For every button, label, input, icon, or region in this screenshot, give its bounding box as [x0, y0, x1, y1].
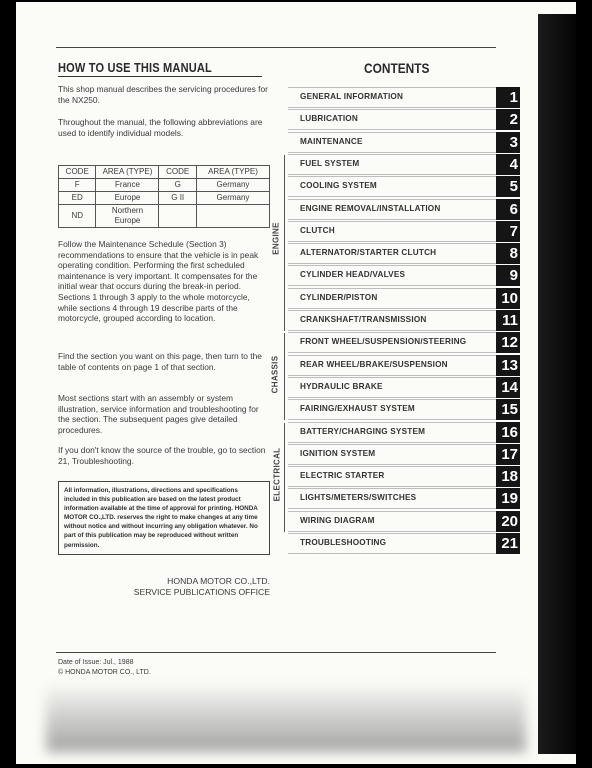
contents-entry-box: [288, 533, 501, 554]
contents-entry[interactable]: [288, 132, 520, 153]
table-cell: F: [59, 179, 96, 192]
contents-entry-box: [288, 154, 501, 175]
section-number-tab[interactable]: 17: [496, 444, 520, 465]
section-number-tab[interactable]: 9: [496, 265, 520, 286]
contents-entry-label: CRANKSHAFT/TRANSMISSION: [300, 315, 427, 324]
contents-entry-label: ELECTRIC STARTER: [300, 471, 385, 481]
contents-entry[interactable]: [288, 87, 520, 108]
table-header: AREA (TYPE): [196, 166, 269, 179]
section-number-tab[interactable]: 20: [496, 511, 520, 532]
contents-entry[interactable]: [288, 221, 520, 242]
contents-entry-box: [288, 511, 501, 532]
contents-entry[interactable]: [288, 466, 520, 487]
section-number-tab[interactable]: 11: [496, 310, 520, 331]
disclaimer-box: All information, illustrations, directions and specifications included in this publication are based on the latest product information available at the time of approval for printing. HONDA MOTOR CO.,LTD. reserves the right to make changes at any time without notice and without incurring any obligation whatever. No part of this publication may be reproduced without written permission.: [58, 481, 270, 555]
contents-entry-label: REAR WHEEL/BRAKE/SUSPENSION: [300, 359, 448, 369]
intro-paragraph: This shop manual describes the servicing procedures for the NX250.: [58, 84, 268, 105]
copyright: © HONDA MOTOR CO., LTD.: [58, 668, 151, 676]
section-number-tab[interactable]: 5: [496, 176, 520, 197]
contents-entry-label: ALTERNATOR/STARTER CLUTCH: [300, 248, 437, 258]
contents-entry[interactable]: [288, 533, 520, 554]
contents-entry-label: CLUTCH: [300, 225, 335, 235]
contents-entry-label: HYDRAULIC BRAKE: [300, 381, 383, 391]
table-header: CODE: [59, 166, 96, 179]
contents-entry-box: [288, 265, 501, 286]
contents-entry-label: TROUBLESHOOTING: [300, 538, 387, 547]
table-cell: G: [159, 179, 196, 192]
section-number-tab[interactable]: 7: [496, 221, 520, 242]
section-number-tab[interactable]: 16: [496, 422, 520, 443]
contents-entry[interactable]: [288, 154, 520, 175]
contents-entry-box: [288, 199, 501, 220]
contents-entry-label: LIGHTS/METERS/SWITCHES: [300, 493, 417, 503]
contents-entry[interactable]: [288, 288, 520, 309]
contents-entry[interactable]: [288, 310, 520, 331]
contents-entry-box: [288, 288, 501, 309]
publisher-name: HONDA MOTOR CO.,LTD.: [167, 576, 270, 586]
section-number-tab[interactable]: 13: [496, 355, 520, 376]
footer: [58, 658, 151, 677]
manual-page: [16, 2, 576, 764]
contents-entry[interactable]: [288, 176, 520, 197]
contents-entry[interactable]: [288, 399, 520, 420]
contents-entry[interactable]: [288, 377, 520, 398]
section-number-tab[interactable]: 10: [496, 288, 520, 309]
contents-entry-box: [288, 488, 501, 509]
table-cell: Europe: [96, 192, 159, 205]
table-row: [59, 205, 270, 228]
contents-title: CONTENTS: [364, 60, 430, 76]
contents-entry-box: [288, 355, 501, 376]
contents-entry[interactable]: [288, 422, 520, 443]
contents-entry-label: ENGINE REMOVAL/INSTALLATION: [300, 203, 441, 213]
section-number-tab[interactable]: 6: [496, 199, 520, 220]
table-cell: [196, 205, 269, 228]
contents-entry[interactable]: [288, 488, 520, 509]
contents-entry-label: COOLING SYSTEM: [300, 181, 377, 191]
contents-entry-label: CYLINDER HEAD/VALVES: [300, 270, 406, 280]
contents-entry-box: [288, 422, 501, 443]
issue-date: Date of Issue: Jul., 1988: [58, 659, 134, 666]
table-cell: G II: [159, 192, 196, 205]
contents-entry[interactable]: [288, 444, 520, 465]
contents-entry[interactable]: [288, 265, 520, 286]
contents-entry-box: [288, 243, 501, 264]
abbreviation-paragraph: Throughout the manual, the following abbreviations are used to identify individual models.: [58, 117, 263, 138]
contents-entry-label: MAINTENANCE: [300, 136, 363, 146]
contents-entry-box: [288, 399, 501, 420]
section-number-tab[interactable]: 18: [496, 466, 520, 487]
section-number-tab[interactable]: 4: [496, 154, 520, 175]
table-row: [59, 192, 270, 205]
contents-entry-box: [288, 332, 501, 353]
section-number-tab[interactable]: 3: [496, 132, 520, 153]
table-cell: France: [96, 179, 159, 192]
contents-entry[interactable]: [288, 332, 520, 353]
section-structure-paragraph: Most sections start with an assembly or system illustration, service information and troubleshooting for the section. The subsequent pages give detailed procedures.: [58, 393, 259, 435]
section-number-tab[interactable]: 2: [496, 109, 520, 130]
contents-entry-box: [288, 109, 501, 130]
table-cell: Northern Europe: [96, 205, 159, 228]
contents-entry[interactable]: [288, 199, 520, 220]
contents-entry-box: [288, 176, 501, 197]
contents-entry-box: [288, 466, 501, 487]
section-number-tab[interactable]: 1: [496, 87, 520, 108]
contents-entry-label: BATTERY/CHARGING SYSTEM: [300, 426, 426, 436]
contents-entry-label: LUBRICATION: [300, 114, 358, 124]
find-section-paragraph: Find the section you want on this page, then turn to the table of contents on page 1 of that section.: [58, 351, 262, 372]
contents-entry[interactable]: [288, 355, 520, 376]
contents-entry-box: [288, 377, 501, 398]
table-cell: ED: [59, 192, 96, 205]
contents-entry-box: [288, 87, 501, 108]
contents-entry-label: FUEL SYSTEM: [300, 158, 360, 168]
top-rule: [56, 47, 496, 48]
publisher: [58, 576, 270, 598]
publisher-office: SERVICE PUBLICATIONS OFFICE: [133, 587, 270, 597]
contents-entry-label: FRONT WHEEL/SUSPENSION/STEERING: [300, 337, 467, 347]
table-cell: Germany: [196, 192, 269, 205]
contents-entry-label: FAIRING/EXHAUST SYSTEM: [300, 404, 415, 414]
chassis-label: CHASSIS: [270, 355, 280, 394]
maintenance-paragraph: Follow the Maintenance Schedule (Section 3) recommendations to ensure that the vehicle is in peak operating condition. Performing the first scheduled maintenance is very important. It compensates for the initial wear that occurs during the break-in period. Sections 1 through 3 apply to the whole motorcycle, while sections 4 through 19 describe parts of the motorcycle, grouped according to location.: [58, 239, 259, 324]
section-number-tab[interactable]: 21: [496, 533, 520, 554]
scan-shadow: [46, 682, 526, 752]
contents-entry-box: [288, 221, 501, 242]
section-number-tab[interactable]: 12: [496, 332, 520, 353]
page-title: HOW TO USE THIS MANUAL: [58, 60, 262, 77]
contents-entry-label: IGNITION SYSTEM: [300, 448, 376, 458]
contents-entry-box: [288, 444, 501, 465]
section-number-tab[interactable]: 14: [496, 377, 520, 398]
contents-entry-label: CYLINDER/PISTON: [300, 292, 378, 302]
model-code-table: [58, 165, 270, 228]
table-header-row: [59, 166, 270, 179]
contents-entry[interactable]: [288, 511, 520, 532]
page-edge-shadow: [538, 14, 576, 754]
section-number-tab[interactable]: 8: [496, 243, 520, 264]
table-cell: ND: [59, 205, 96, 228]
contents-entry-label: WIRING DIAGRAM: [300, 515, 375, 525]
table-row: [59, 179, 270, 192]
engine-label: ENGINE: [271, 222, 281, 255]
contents-entry-label: GENERAL INFORMATION: [300, 92, 404, 101]
troubleshooting-paragraph: If you don't know the source of the trouble, go to section 21, Troubleshooting.: [58, 445, 266, 466]
section-number-tab[interactable]: 15: [496, 399, 520, 420]
table-header: CODE: [159, 166, 196, 179]
contents-entry-box: [288, 132, 501, 153]
contents-entry-box: [288, 310, 501, 331]
section-number-tab[interactable]: 19: [496, 488, 520, 509]
electrical-label: ELECTRICAL: [272, 447, 282, 502]
table-cell: [159, 205, 196, 228]
footer-rule: [56, 652, 496, 653]
table-header: AREA (TYPE): [96, 166, 159, 179]
contents-entry[interactable]: [288, 109, 520, 130]
table-cell: Germany: [196, 179, 269, 192]
contents-entry[interactable]: [288, 243, 520, 264]
